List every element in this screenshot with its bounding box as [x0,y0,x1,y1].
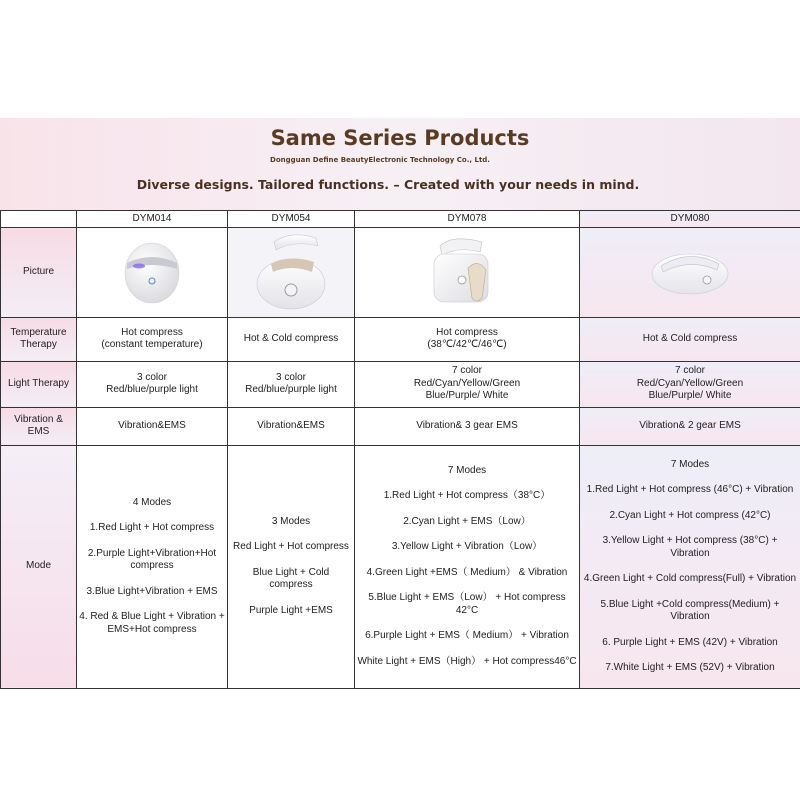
mode-line: 3.Yellow Light + Hot compress (38°C) + Vibration [602,535,778,559]
model-header: DYM078 [355,211,580,228]
mode-line: 6.Purple Light + EMS（ Medium） + Vibration [365,630,569,642]
picture-row [1,228,800,318]
model-header: DYM080 [580,211,800,228]
vibration-cell: Vibration&EMS [77,407,228,445]
mode-line: 3.Blue Light+Vibration + EMS [86,585,218,597]
device-dym078-image [422,228,512,312]
vibration-cell: Vibration&EMS [228,407,355,445]
comparison-table [0,210,800,689]
product-image-dym080 [580,228,800,318]
temperature-cell: Hot & Cold compress [228,317,355,361]
row-label-picture: Picture [1,228,77,318]
device-dym054-image [246,228,336,312]
vibration-cell: Vibration& 3 gear EMS [355,407,580,445]
model-header: DYM054 [228,211,355,228]
product-image-dym054 [228,228,355,318]
vibration-row [1,407,800,445]
mode-line: 2.Cyan Light + Hot compress (42°C) [609,509,771,521]
mode-line: 5.Blue Light +Cold compress(Medium) + Vibration [600,598,780,622]
mode-line: White Light + EMS（High） + Hot compress46°C [357,655,577,667]
mode-line: 4. Red & Blue Light + Vibration + EMS+Hot compress [79,611,225,635]
device-dym014-image [117,233,187,308]
model-row [1,211,800,228]
product-image-dym078 [355,228,580,318]
light-row [1,361,800,407]
row-label-temperature: Temperature Therapy [1,317,77,361]
light-cell: 7 color Red/Cyan/Yellow/Green Blue/Purple/ White [580,361,800,407]
product-image-dym014 [77,228,228,318]
light-cell: 3 color Red/blue/purple light [77,361,228,407]
company-name: Dongguan Define BeautyElectronic Technology Co., Ltd. [270,156,490,164]
model-header: DYM014 [77,211,228,228]
mode-line: 2.Cyan Light + EMS（Low） [403,515,531,527]
mode-line: Purple Light +EMS [249,604,333,616]
mode-line: 2.Purple Light+Vibration+Hot compress [87,547,217,572]
mode-line: 3.Yellow Light + Vibration（Low） [391,541,543,553]
mode-line: 7 Modes [447,464,487,476]
mode-line: 5.Blue Light + EMS（Low） + Hot compress 42°C [368,592,566,616]
temperature-row [1,317,800,361]
mode-line: 4.Green Light +EMS（ Medium） & Vibration [366,566,568,578]
mode-line: Red Light + Hot compress [233,541,349,553]
mode-row [1,445,800,688]
row-label-mode: Mode [1,445,77,688]
mode-line: 3 Modes [271,515,311,527]
mode-cell [228,445,355,688]
light-cell: 3 color Red/blue/purple light [228,361,355,407]
tagline: Diverse designs. Tailored functions. – Created with your needs in mind. [136,177,640,192]
temperature-cell: Hot compress (38℃/42℃/46℃) [355,317,580,361]
device-dym080-image [645,240,735,300]
temperature-cell: Hot & Cold compress [580,317,800,361]
vibration-cell: Vibration& 2 gear EMS [580,407,800,445]
corner-cell [1,211,77,228]
mode-line: 1.Red Light + Hot compress（38°C） [383,490,551,502]
mode-line: 6. Purple Light + EMS (42V) + Vibration [602,636,778,648]
mode-cell [77,445,228,688]
mode-line: 4.Green Light + Cold compress(Full) + Vibration [583,573,797,584]
row-label-light: Light Therapy [1,361,77,407]
mode-cell [355,445,580,688]
mode-line: Blue Light + Cold compress [252,566,330,591]
temperature-cell: Hot compress (constant temperature) [77,317,228,361]
mode-line: 4 Modes [132,496,172,508]
row-label-vibration: Vibration & EMS [1,407,77,445]
mode-cell [580,445,800,688]
mode-line: 7 Modes [670,458,710,470]
mode-line: 1.Red Light + Hot compress [89,522,215,534]
page-title: Same Series Products [270,126,530,150]
light-cell: 7 color Red/Cyan/Yellow/Green Blue/Purple/ White [355,361,580,407]
mode-line: 1.Red Light + Hot compress (46°C) + Vibration [586,484,794,495]
mode-line: 7.White Light + EMS (52V) + Vibration [605,662,775,673]
